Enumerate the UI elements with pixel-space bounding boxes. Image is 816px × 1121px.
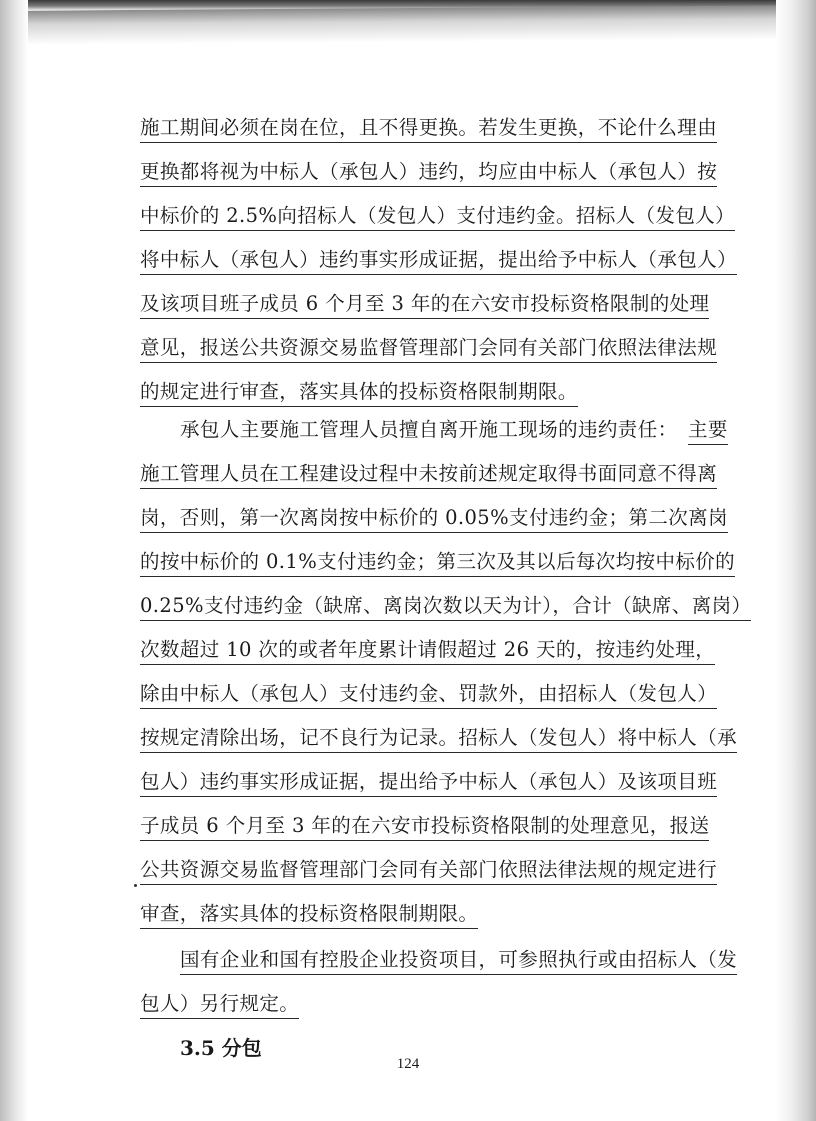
text-line: 施工期间必须在岗在位，且不得更换。若发生更换，不论什么理由	[140, 114, 717, 143]
text-line: 意见，报送公共资源交易监督管理部门会同有关部门依照法律法规	[140, 334, 717, 363]
text-line: 包人）另行规定。	[140, 990, 299, 1019]
scan-left-edge	[0, 0, 28, 1121]
scan-right-edge	[776, 0, 816, 1121]
text-line: 岗，否则，第一次离岗按中标价的 0.05%支付违约金；第二次离岗	[140, 504, 728, 533]
text-line: 的按中标价的 0.1%支付违约金；第三次及其以后每次均按中标价的	[140, 548, 735, 577]
text-line: 的规定进行审查，落实具体的投标资格限制期限。	[140, 378, 578, 407]
text-line: 按规定清除出场，记不良行为记录。招标人（发包人）将中标人（承	[140, 724, 737, 753]
text-line: 包人）违约事实形成证据，提出给予中标人（承包人）及该项目班	[140, 768, 717, 797]
text-line: 更换都将视为中标人（承包人）违约，均应由中标人（承包人）按	[140, 158, 717, 187]
text-line: 主要	[688, 416, 728, 445]
text-line: 次数超过 10 次的或者年度累计请假超过 26 天的，按违约处理，	[140, 636, 715, 665]
text-line: 施工管理人员在工程建设过程中未按前述规定取得书面同意不得离	[140, 460, 717, 489]
text-line: 0.25%支付违约金（缺席、离岗次数以天为计），合计（缺席、离岗）	[140, 592, 751, 621]
text-line: 审查，落实具体的投标资格限制期限。	[140, 900, 478, 929]
text-line: 公共资源交易监督管理部门会同有关部门依照法律法规的规定进行	[140, 856, 717, 885]
text-line: 将中标人（承包人）违约事实形成证据，提出给予中标人（承包人）	[140, 246, 737, 275]
scan-top-shadow	[28, 5, 816, 45]
text-line: 除由中标人（承包人）支付违约金、罚款外，由招标人（发包人）	[140, 680, 717, 709]
text-line: 国有企业和国有控股企业投资项目，可参照执行或由招标人（发	[180, 946, 737, 975]
page-number: 124	[396, 1056, 420, 1072]
section-heading: 3.5 分包	[180, 1036, 262, 1060]
text-line: 中标价的 2.5%向招标人（发包人）支付违约金。招标人（发包人）	[140, 202, 735, 231]
scan-speck	[134, 884, 137, 887]
text-line: 承包人主要施工管理人员擅自离开施工现场的违约责任：	[180, 418, 678, 441]
text-line: 及该项目班子成员 6 个月至 3 年的在六安市投标资格限制的处理	[140, 290, 709, 319]
text-line: 子成员 6 个月至 3 年的在六安市投标资格限制的处理意见，报送	[140, 812, 709, 841]
